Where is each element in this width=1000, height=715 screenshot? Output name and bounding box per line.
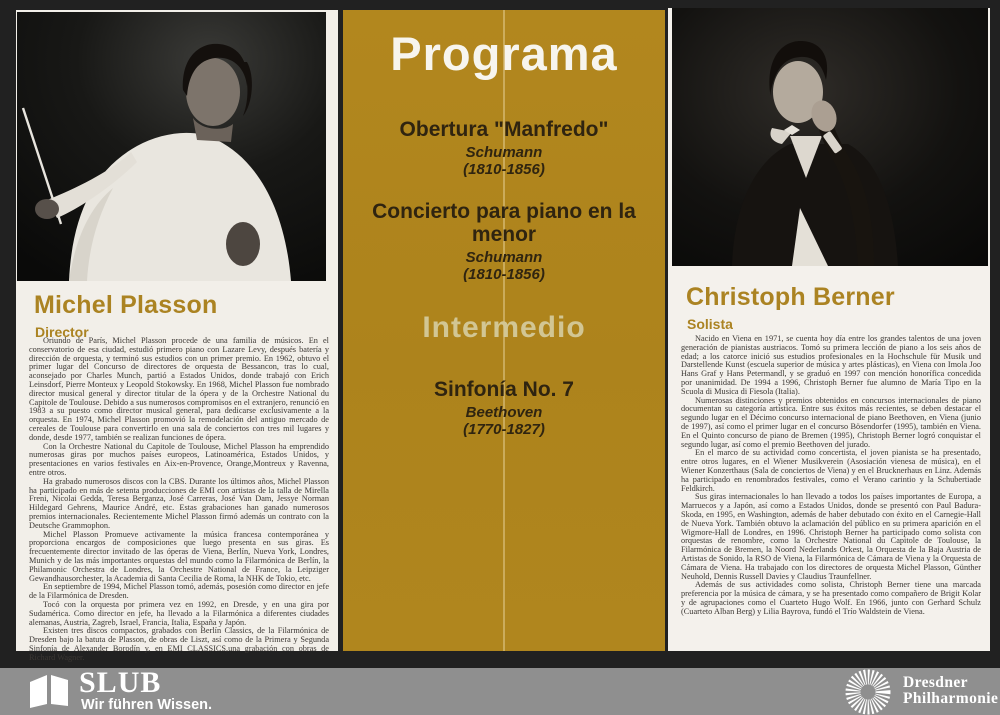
work-composer: Schumann xyxy=(465,249,543,266)
program-title: Programa xyxy=(390,27,618,80)
biography-right xyxy=(681,335,981,617)
bio-paragraph: Con la Orchestre National du Capitole de Toulouse, Michel Plasson ha emprendido numerosas giras por muchos países europeos, Latinoamérica, Estados Unidos, y presentaciones en varios festivales en Aix-en-Provence, Orange,Montreux y Ravenna, entre otros. xyxy=(29,441,329,477)
work-dates: (1810-1856) xyxy=(463,266,545,283)
philharmonie-line1: Dresdner xyxy=(903,674,968,691)
bio-paragraph: Oriundo de París, Michel Plasson procede de una familia de músicos. En el conservatorio de esa ciudad, estudió primero piano con Lazare Levy, después batería y dirección de orquesta, y terminó sus estudios con un primer premio. En 1962, obtuvo el primer lugar del Concurso de directores de orquesta de Bessancon, tras lo cual, aconsejado por Charles Munch, partió a Estados Unidos, donde trabajó con Erich Leinsdorf, Pierre Monteux y Leopold Stokowsky. En 1968, Michel Plasson fue nombrado director musical general y director titular de la ópera y de la Orchestre National du Capitole de Toulouse. Debido a sus numerosos compromisos en el extranjero, renunció en 1983 a su puesto como director musical general, para dedicarse exclusivamente a la orquesta. En 1974, Michel Plasson promovió la remodelación del antiguo mercado de cereales de Toulouse para convertirlo en una sala de conciertos con tres mil lugares y donde, desde 1977, también se realizan funciones de ópera. xyxy=(29,336,329,442)
conductor-photo xyxy=(17,12,326,281)
pianist-photo-art xyxy=(672,8,988,266)
interlude-label: Intermedio xyxy=(422,311,586,344)
philharmonie-wordmark xyxy=(903,675,998,707)
open-book-icon xyxy=(28,673,70,709)
bio-paragraph: Sus giras internacionales lo han llevado a todos los países importantes de Europa, a Marruecos y a Japón, así como a Estados Unidos, donde se presentó con Paul Badura-Skoda, en 1995, en Washington, además de haber debutado con éxito en el Carnegie-Hall de Nueva York. También obtuvo la aclamación del público en su primera aparición en el Wigmore-Hall de Londres, en 1996. Christoph Berner ha participado como solista con orquestas de renombre, como la Orchestre National du Capitole de Toulouse, la Filarmónica de Bremen, la Noord Nederlands Orkest, la Orquesta de la Baja Austria de Artistas de Sonido, la RSO de Viena, la Filarmónica de Cámara de Viena y la Orquesta de Cámara de Viena. Ha trabajado con los directores de orquesta Michel Plasson, Günther Neuhold, Dennis Russell Davies y Claudius Traunfellner. xyxy=(681,492,981,581)
bio-paragraph: Nacido en Viena en 1971, se cuenta hoy día entre los grandes talentos de una joven generación de pianistas austriacos. Tomó su primera lección de piano a los seis años de edad; a los catorce inició sus estudios profesionales en la Hochschule für Musik und Darstellende Kunst (escuela superior de música y artes plásticas), en Viena con Imola Joo Hans Graf y Hans Petermandl, y se graduó en 1997 con mención honorífica concedida por unanimidad. De 1994 a 1996, Christoph Berner fue alumno de María Tipo en la Scuola di Musica di Fiesola (Italia). xyxy=(681,334,981,396)
biography-left xyxy=(29,337,329,662)
conductor-photo-art xyxy=(17,12,326,281)
program-panel xyxy=(343,10,665,651)
work-title: Sinfonía No. 7 xyxy=(433,378,574,401)
left-panel xyxy=(16,10,338,662)
person-role-right: Solista xyxy=(687,316,733,332)
bio-paragraph: Michel Plasson Promueve activamente la música francesa contemporánea y proporciona encargos de composiciones que luego presenta en sus giras. Es frecuentemente director invitado de las óperas de Viena, Berlín, Nueva York, Londres, Munich y de las más importantes orquestas del mundo como la Filarmónica de Berlín, la Philamonic Orchestra de Londres, la Orchestre National de France, la Leipziger Gewandhausorchester, la Academia di Santa Cecilia de Roma, la NHK de Tokio, etc. xyxy=(29,529,329,583)
person-role-left: Director xyxy=(35,324,89,340)
work-title: Concierto para piano en la menor xyxy=(372,200,636,246)
slub-logo xyxy=(28,666,258,714)
program-work-3 xyxy=(343,378,665,438)
person-name-right: Christoph Berner xyxy=(686,283,895,311)
work-title: Obertura "Manfredo" xyxy=(399,118,609,141)
bio-paragraph: En el marco de su actividad como concertista, el joven pianista se ha presentado, entre otros lugares, en el Wiener Musikverein (Asosiación vienesa de música), en el Wiener Konzerthaus (Sala de conciertos de Viena) y en el Brucknerhaus en Linz. Además ha participado en renombrados festivales, como el Verano carintio y la Schubertiade Feldkirch. xyxy=(681,448,981,493)
person-name-left: Michel Plasson xyxy=(34,291,218,319)
pianist-photo xyxy=(672,8,988,266)
bio-paragraph: Además de sus actividades como solista, Christoph Berner tiene una marcada preferencia por la música de cámara, y se ha presentado como compañero de Brigit Kolar y de agrupaciones como el Cuarteto Hugo Wolf. En 1966, junto con Gerhard Schulz (Cuarteto Alban Berg) y Lilia Bayrova, fundó el Trío Waldstein de Viena. xyxy=(681,580,981,616)
bio-paragraph: Numerosas distinciones y premios obtenidos en concursos internacionales de piano documentan su categoría artística. Entre sus éxitos más recientes, se deben destacar el segundo lugar en el Décimo concurso internacional de piano Beethoven, en Viena (junio de 1997), así como el primer lugar en el concurso Bösendorfer (1995), también en Viena. En el Quinto concurso de piano de Bremen (1995), Christoph Berner logró conquistar el segundo lugar, así como el premio Beethoven del jurado. xyxy=(681,395,981,449)
bio-paragraph: En septiembre de 1994, Michel Plasson tomó, además, posesión como director en jefe de la Filarmónica de Dresden. xyxy=(29,582,329,601)
work-composer: Schumann xyxy=(465,144,543,161)
philharmonie-line2: Philharmonie xyxy=(903,690,999,707)
bio-paragraph: Tocó con la orquesta por primera vez en 1992, en Dresde, y en una gira por Sudamérica. Como director en jefe, ha llevado a la Filarmónica a diferentes ciudades alemanas, Austria, Zagreb, Israel, Francia, Italia, España y Japón. xyxy=(29,599,329,627)
work-composer: Beethoven xyxy=(465,404,543,421)
work-dates: (1770-1827) xyxy=(463,421,545,438)
work-dates: (1810-1856) xyxy=(463,161,545,178)
slub-tagline: Wir führen Wissen. xyxy=(81,697,213,713)
program-work-2 xyxy=(343,200,665,283)
bio-paragraph: Ha grabado numerosos discos con la CBS. Durante los últimos años, Michel Plasson ha participado en más de setenta producciones de EMI con artistas de la talla de Mirella Freni, Nicolai Gedda, Teresa Berganza, José Carreras, José Van Dam, Jessye Norman Hildegard Gehrens, Maurice André, etc. Estas grabaciones han ganado numerosos premios internacionales. Recientemente Michel Plasson firmó además un contrato con la Deutsche Grammophon. xyxy=(29,476,329,530)
right-panel xyxy=(668,8,990,651)
program-work-1 xyxy=(343,118,665,178)
sunburst-icon xyxy=(842,669,894,715)
slub-wordmark: SLUB xyxy=(79,666,162,699)
bio-paragraph: Existen tres discos compactos, grabados con Berlín Classics, de la Filarmónica de Dresden bajo la batuta de Plasson, de obras de Liszt, así como de la Primera y Segunda Sinfonía de Alexander Borodín y, en EMI CLASSICS,una grabación con obras de Richard Wagner. xyxy=(29,626,329,662)
footer-bar xyxy=(0,668,1000,715)
